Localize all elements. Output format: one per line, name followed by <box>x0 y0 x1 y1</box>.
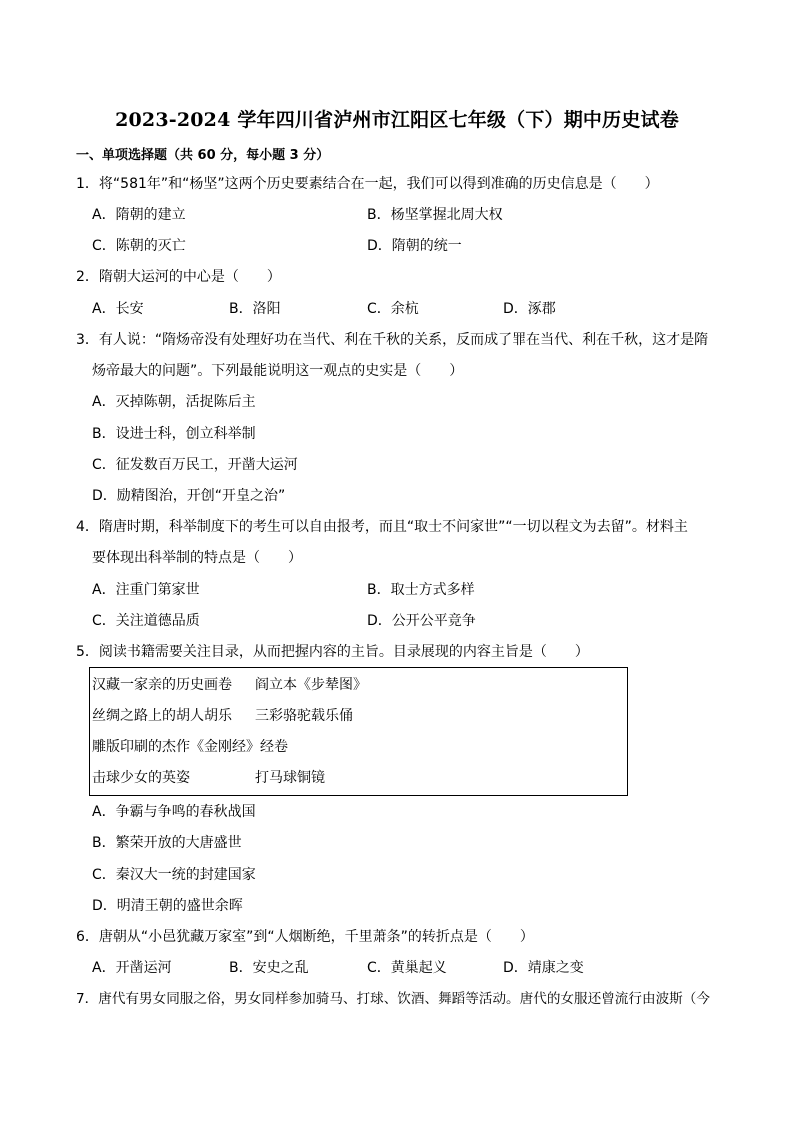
section-heading: 一、单项选择题（共 60 分，每小题 3 分） <box>76 148 330 163</box>
question-1-option-c[interactable]: C．陈朝的灭亡 <box>92 238 186 254</box>
toc-row-3 <box>92 738 288 756</box>
question-6-option-b[interactable]: B．安史之乱 <box>229 960 309 976</box>
toc-row-1-left: 汉藏一家亲的历史画卷 <box>92 677 232 693</box>
toc-row-3-left: 雕版印刷的杰作《金刚经》经卷 <box>92 739 288 755</box>
question-6-option-a[interactable]: A．开凿运河 <box>92 960 172 976</box>
question-2-option-d[interactable]: D．涿郡 <box>503 301 556 317</box>
question-4-stem-line-1: 4．隋唐时期，科举制度下的考生可以自由报考，而且“取士不问家世”“一切以程文为去留”。材料主 <box>76 519 688 535</box>
question-5-option-d[interactable]: D．明清王朝的盛世余晖 <box>92 898 243 914</box>
question-2-option-c[interactable]: C．余杭 <box>367 301 419 317</box>
toc-row-2-left: 丝绸之路上的胡人胡乐 <box>92 708 232 724</box>
toc-row-4-right: 打马球铜镜 <box>255 770 325 786</box>
question-5-option-a[interactable]: A．争霸与争鸣的春秋战国 <box>92 804 256 820</box>
question-4-option-c[interactable]: C．关注道德品质 <box>92 613 200 629</box>
question-4-option-b[interactable]: B．取士方式多样 <box>367 582 475 598</box>
page-title: 2023-2024 学年四川省泸州市江阳区七年级（下）期中历史试卷 <box>115 109 679 131</box>
toc-row-2 <box>92 707 353 725</box>
question-5-option-b[interactable]: B．繁荣开放的大唐盛世 <box>92 835 242 851</box>
question-6-stem: 6．唐朝从“小邑犹藏万家室”到“人烟断绝，千里萧条”的转折点是（ ） <box>76 929 534 945</box>
question-1-option-b[interactable]: B．杨坚掌握北周大权 <box>367 207 503 223</box>
question-3-option-d[interactable]: D．励精图治，开创“开皇之治” <box>92 488 286 504</box>
question-3-option-c[interactable]: C．征发数百万民工，开凿大运河 <box>92 457 298 473</box>
toc-row-4-left: 击球少女的英姿 <box>92 770 190 786</box>
question-2-option-b[interactable]: B．洛阳 <box>229 301 281 317</box>
question-1-option-d[interactable]: D．隋朝的统一 <box>367 238 462 254</box>
question-2-option-a[interactable]: A．长安 <box>92 301 144 317</box>
question-4-option-a[interactable]: A．注重门第家世 <box>92 582 200 598</box>
question-2-stem: 2．隋朝大运河的中心是（ ） <box>76 269 281 285</box>
toc-row-1 <box>92 676 367 694</box>
question-3-option-a[interactable]: A．灭掉陈朝，活捉陈后主 <box>92 394 256 410</box>
question-1-option-a[interactable]: A．隋朝的建立 <box>92 207 186 223</box>
toc-row-2-right: 三彩骆驼载乐俑 <box>255 708 353 724</box>
question-3-option-b[interactable]: B．设进士科，创立科举制 <box>92 426 256 442</box>
question-5-option-c[interactable]: C．秦汉大一统的封建国家 <box>92 867 256 883</box>
question-4-stem-line-2: 要体现出科举制的特点是（ ） <box>92 550 302 566</box>
question-1-stem: 1．将“581年”和“杨坚”这两个历史要素结合在一起，我们可以得到准确的历史信息是（ ） <box>76 176 659 192</box>
question-5-stem: 5．阅读书籍需要关注目录，从而把握内容的主旨。目录展现的内容主旨是（ ） <box>76 644 589 660</box>
question-4-option-d[interactable]: D．公开公平竞争 <box>367 613 476 629</box>
question-3-stem-line-1: 3．有人说：“隋炀帝没有处理好功在当代、利在千秋的关系，反而成了罪在当代、利在千秋，这才是隋 <box>76 332 709 348</box>
toc-row-1-right: 阎立本《步辇图》 <box>255 677 367 693</box>
question-6-option-d[interactable]: D．靖康之变 <box>503 960 584 976</box>
question-3-stem-line-2: 炀帝最大的问题”。下列最能说明这一观点的史实是（ ） <box>92 363 464 379</box>
question-6-option-c[interactable]: C．黄巢起义 <box>367 960 447 976</box>
question-7-stem: 7．唐代有男女同服之俗，男女同样参加骑马、打球、饮酒、舞蹈等活动。唐代的女服还曾流行由波斯（今 <box>76 991 710 1007</box>
toc-row-4 <box>92 769 325 787</box>
